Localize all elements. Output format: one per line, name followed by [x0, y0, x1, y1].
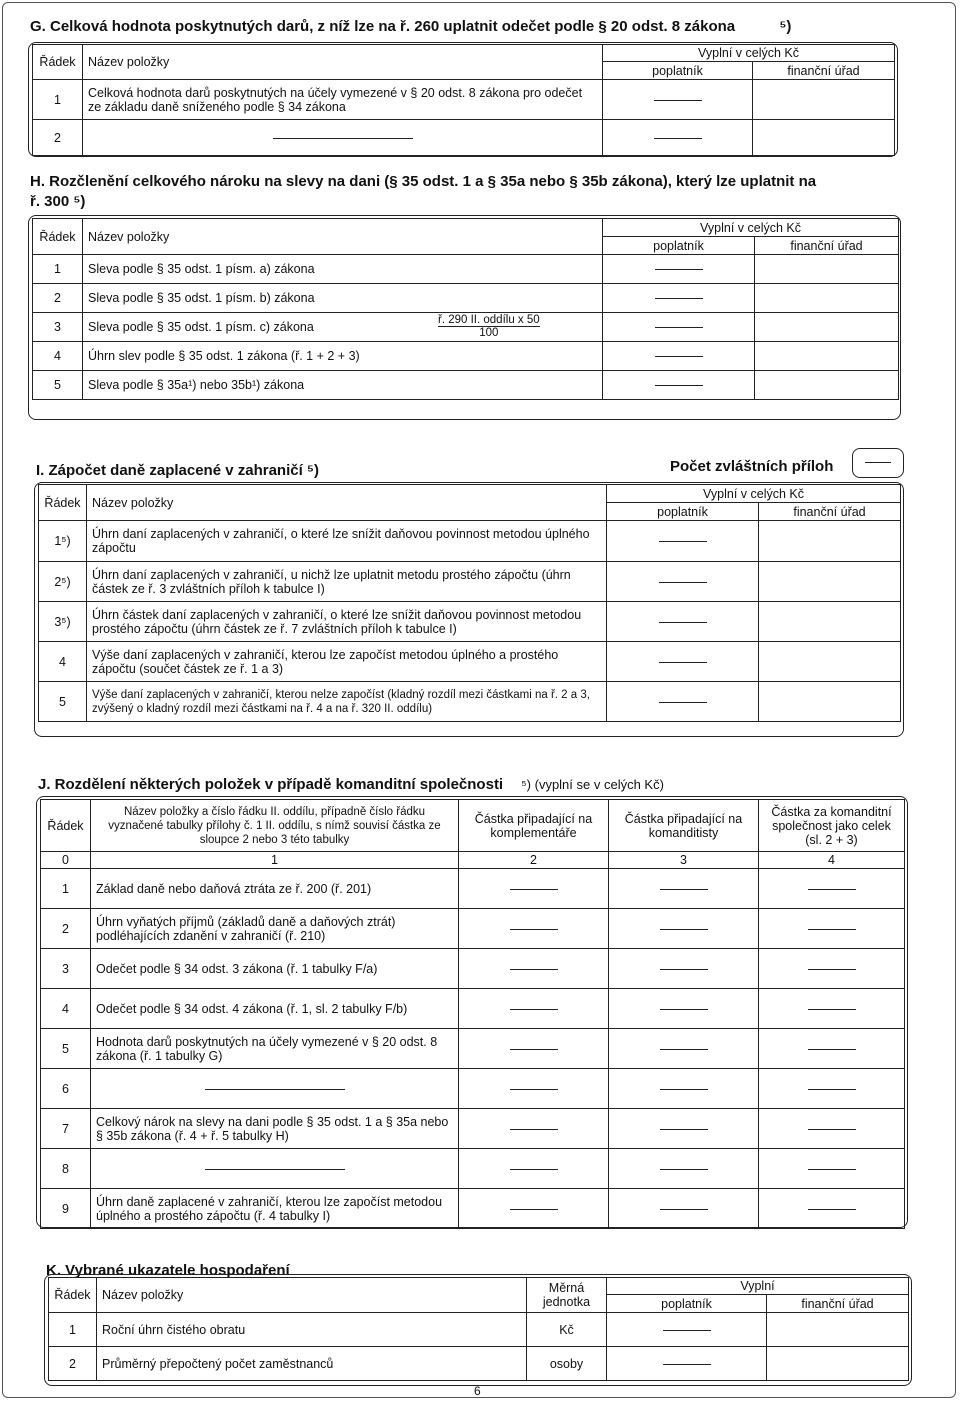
- row-label: Výše daní zaplacených v zahraničí, kterou nelze započíst (kladný rozdíl mezi částkami na ř. 2 a 3, zvýšený o kladný rozdíl mezi částkami na ř. 4 a na ř. 320 II. oddílu): [87, 682, 607, 722]
- office-field: [759, 602, 901, 642]
- col-header-payer: poplatník: [607, 1295, 767, 1313]
- row-number: 4: [33, 342, 83, 371]
- total-field[interactable]: [759, 1029, 905, 1069]
- complementary-field[interactable]: [459, 989, 609, 1029]
- col-number: 2: [459, 852, 609, 869]
- section-g-title: G. Celková hodnota poskytnutých darů, z níž lze na ř. 260 uplatnit odečet podle § 20 odst. 8 zákona ⁵): [30, 18, 792, 35]
- section-h-title: H. Rozčlenění celkového nároku na slevy na dani (§ 35 odst. 1 a § 35a nebo § 35b zákona), který lze uplatnit na ř. 300 ⁵): [30, 173, 817, 210]
- payer-field[interactable]: [607, 1347, 767, 1381]
- total-field[interactable]: [759, 869, 905, 909]
- col-number: 0: [41, 852, 91, 869]
- col-header-fill: Vyplní: [607, 1278, 909, 1295]
- row-number: 1: [49, 1313, 97, 1347]
- row-number: 1⁵): [39, 521, 87, 562]
- payer-field[interactable]: [603, 80, 753, 120]
- row-label: Výše daní zaplacených v zahraničí, kterou lze započíst metodou úplného a prostého zápočtu (součet částek ze ř. 1 a 3): [87, 642, 607, 682]
- row-number: 3⁵): [39, 602, 87, 642]
- col-header-name: Název položky a číslo řádku II. oddílu, případně číslo řádku vyznačené tabulky přílohy č. 1 II. oddílu, s nímž souvisí částka ze sloupce 2 nebo 3 této tabulky: [91, 800, 459, 852]
- payer-field[interactable]: [607, 642, 759, 682]
- payer-field[interactable]: [607, 521, 759, 562]
- limited-partners-field[interactable]: [609, 949, 759, 989]
- col-header-payer: poplatník: [603, 237, 755, 255]
- col-header-row: Řádek: [41, 800, 91, 852]
- row-label: Odečet podle § 34 odst. 3 zákona (ř. 1 tabulky F/a): [91, 949, 459, 989]
- limited-partners-field[interactable]: [609, 1189, 759, 1229]
- section-i-table: [38, 484, 901, 722]
- office-field: [755, 371, 899, 400]
- limited-partners-field[interactable]: [609, 1069, 759, 1109]
- col-header-company-total: Částka za komanditní společnost jako celek (sl. 2 + 3): [759, 800, 905, 852]
- col-header-office: finanční úřad: [753, 62, 895, 80]
- section-h-table: [32, 218, 899, 400]
- row-number: 2⁵): [39, 562, 87, 602]
- row-number: 1: [41, 869, 91, 909]
- complementary-field[interactable]: [459, 1029, 609, 1069]
- row-label: Úhrn daní zaplacených v zahraničí, o které lze snížit daňovou povinnost metodou úplného zápočtu: [87, 521, 607, 562]
- office-field: [759, 682, 901, 722]
- payer-field[interactable]: [603, 371, 755, 400]
- row-label: Úhrn daně zaplacené v zahraničí, kterou lze započíst metodou úplného a prostého zápočtu (ř. 4 tabulky I): [91, 1189, 459, 1229]
- row-number: 9: [41, 1189, 91, 1229]
- col-header-row: Řádek: [39, 485, 87, 521]
- total-field[interactable]: [759, 949, 905, 989]
- payer-field[interactable]: [603, 120, 753, 156]
- office-field: [755, 313, 899, 342]
- office-field: [753, 120, 895, 156]
- col-header-name: Název položky: [83, 45, 603, 80]
- formula-denominator: 100: [479, 327, 499, 339]
- row-label-blank[interactable]: [91, 1069, 459, 1109]
- row-number: 1: [33, 255, 83, 284]
- payer-field[interactable]: [603, 342, 755, 371]
- formula: [438, 314, 540, 339]
- limited-partners-field[interactable]: [609, 1029, 759, 1069]
- row-number: 2: [33, 120, 83, 156]
- payer-field[interactable]: [603, 255, 755, 284]
- limited-partners-field[interactable]: [609, 909, 759, 949]
- row-label: Celková hodnota darů poskytnutých na účely vymezené v § 20 odst. 8 zákona pro odečet ze základu daně sníženého podle § 34 zákona: [83, 80, 603, 120]
- col-header-fill: Vyplní v celých Kč: [603, 219, 899, 237]
- office-field: [759, 521, 901, 562]
- attachments-count-field[interactable]: [852, 448, 904, 478]
- limited-partners-field[interactable]: [609, 1149, 759, 1189]
- total-field[interactable]: [759, 989, 905, 1029]
- row-label: Odečet podle § 34 odst. 4 zákona (ř. 1, sl. 2 tabulky F/b): [91, 989, 459, 1029]
- payer-field[interactable]: [607, 562, 759, 602]
- row-number: 3: [33, 313, 83, 342]
- total-field[interactable]: [759, 1109, 905, 1149]
- complementary-field[interactable]: [459, 1189, 609, 1229]
- office-field: [755, 284, 899, 313]
- row-number: 4: [41, 989, 91, 1029]
- row-unit: osoby: [527, 1347, 607, 1381]
- attachments-label: Počet zvláštních příloh: [670, 458, 834, 475]
- section-k-table: [48, 1277, 909, 1381]
- row-label: Sleva podle § 35 odst. 1 písm. a) zákona: [83, 255, 603, 284]
- row-label: Úhrn slev podle § 35 odst. 1 zákona (ř. 1 + 2 + 3): [83, 342, 603, 371]
- total-field[interactable]: [759, 909, 905, 949]
- payer-field[interactable]: [607, 682, 759, 722]
- row-label-blank[interactable]: [83, 120, 603, 156]
- limited-partners-field[interactable]: [609, 989, 759, 1029]
- row-number: 5: [41, 1029, 91, 1069]
- col-header-payer: poplatník: [603, 62, 753, 80]
- total-field[interactable]: [759, 1069, 905, 1109]
- payer-field[interactable]: [607, 602, 759, 642]
- complementary-field[interactable]: [459, 869, 609, 909]
- col-header-office: finanční úřad: [759, 503, 901, 521]
- col-header-office: finanční úřad: [755, 237, 899, 255]
- row-label: Sleva podle § 35 odst. 1 písm. b) zákona: [83, 284, 603, 313]
- row-label: Sleva podle § 35a¹) nebo 35b¹) zákona: [83, 371, 603, 400]
- total-field[interactable]: [759, 1149, 905, 1189]
- complementary-field[interactable]: [459, 909, 609, 949]
- row-label: Průměrný přepočtený počet zaměstnanců: [97, 1347, 527, 1381]
- row-number: 5: [33, 371, 83, 400]
- col-header-payer: poplatník: [607, 503, 759, 521]
- col-number: 1: [91, 852, 459, 869]
- complementary-field[interactable]: [459, 1069, 609, 1109]
- section-g-table: [32, 44, 895, 156]
- col-number: 3: [609, 852, 759, 869]
- row-number: 7: [41, 1109, 91, 1149]
- row-label: Sleva podle § 35 odst. 1 písm. c) zákona: [88, 320, 314, 334]
- complementary-field[interactable]: [459, 1149, 609, 1189]
- limited-partners-field[interactable]: [609, 869, 759, 909]
- row-label: Hodnota darů poskytnutých na účely vymezené v § 20 odst. 8 zákona (ř. 1 tabulky G): [91, 1029, 459, 1069]
- payer-field[interactable]: [603, 313, 755, 342]
- row-number: 3: [41, 949, 91, 989]
- row-unit: Kč: [527, 1313, 607, 1347]
- row-label: Roční úhrn čistého obratu: [97, 1313, 527, 1347]
- col-header-row: Řádek: [33, 45, 83, 80]
- office-field: [767, 1313, 909, 1347]
- row-number: 1: [33, 80, 83, 120]
- row-label: Úhrn částek daní zaplacených v zahraničí, o které lze snížit daňovou povinnost metodou prostého zápočtu (úhrn částek ze ř. 7 zvláštních příloh k tabulce I): [87, 602, 607, 642]
- row-label: Úhrn daní zaplacených v zahraničí, u nichž lze uplatnit metodu prostého zápočtu (úhrn částek ze ř. 3 zvláštních příloh k tabulce I): [87, 562, 607, 602]
- col-header-limited-partners: Částka připadající na komanditisty: [609, 800, 759, 852]
- row-number: 2: [33, 284, 83, 313]
- row-number: 8: [41, 1149, 91, 1189]
- section-k-title: K. Vybrané ukazatele hospodaření: [46, 1262, 290, 1279]
- col-header-name: Název položky: [97, 1278, 527, 1313]
- office-field: [759, 562, 901, 602]
- office-field: [759, 642, 901, 682]
- col-header-name: Název položky: [83, 219, 603, 255]
- col-header-name: Název položky: [87, 485, 607, 521]
- col-header-row: Řádek: [33, 219, 83, 255]
- office-field: [767, 1347, 909, 1381]
- limited-partners-field[interactable]: [609, 1109, 759, 1149]
- total-field[interactable]: [759, 1189, 905, 1229]
- formula-numerator: ř. 290 II. oddílu x 50: [438, 314, 540, 326]
- office-field: [755, 255, 899, 284]
- complementary-field[interactable]: [459, 1109, 609, 1149]
- section-j-table: [40, 799, 905, 1229]
- page-number: 6: [474, 1384, 481, 1398]
- row-label-with-formula: [83, 313, 603, 342]
- row-label: Základ daně nebo daňová ztráta ze ř. 200 (ř. 201): [91, 869, 459, 909]
- col-header-fill: Vyplní v celých Kč: [607, 485, 901, 503]
- payer-field[interactable]: [607, 1313, 767, 1347]
- row-number: 4: [39, 642, 87, 682]
- col-header-unit: Měrná jednotka: [527, 1278, 607, 1313]
- row-label: Úhrn vyňatých příjmů (základů daně a daňových ztrát) podléhajících zdanění v zahraničí (ř. 210): [91, 909, 459, 949]
- row-number: 2: [41, 909, 91, 949]
- col-header-office: finanční úřad: [767, 1295, 909, 1313]
- col-header-complementary: Částka připadající na komplementáře: [459, 800, 609, 852]
- col-number: 4: [759, 852, 905, 869]
- col-header-row: Řádek: [49, 1278, 97, 1313]
- row-label: Celkový nárok na slevy na dani podle § 35 odst. 1 a § 35a nebo § 35b zákona (ř. 4 + ř. 5 tabulky H): [91, 1109, 459, 1149]
- section-j-title: J. Rozdělení některých položek v případě komanditní společnosti ⁵) (vyplní se v celých Kč): [38, 776, 664, 793]
- row-number: 5: [39, 682, 87, 722]
- office-field: [753, 80, 895, 120]
- row-number: 2: [49, 1347, 97, 1381]
- complementary-field[interactable]: [459, 949, 609, 989]
- section-i-title: I. Zápočet daně zaplacené v zahraničí ⁵): [36, 462, 319, 479]
- payer-field[interactable]: [603, 284, 755, 313]
- col-header-fill: Vyplní v celých Kč: [603, 45, 895, 62]
- row-label-blank[interactable]: [91, 1149, 459, 1189]
- row-number: 6: [41, 1069, 91, 1109]
- office-field: [755, 342, 899, 371]
